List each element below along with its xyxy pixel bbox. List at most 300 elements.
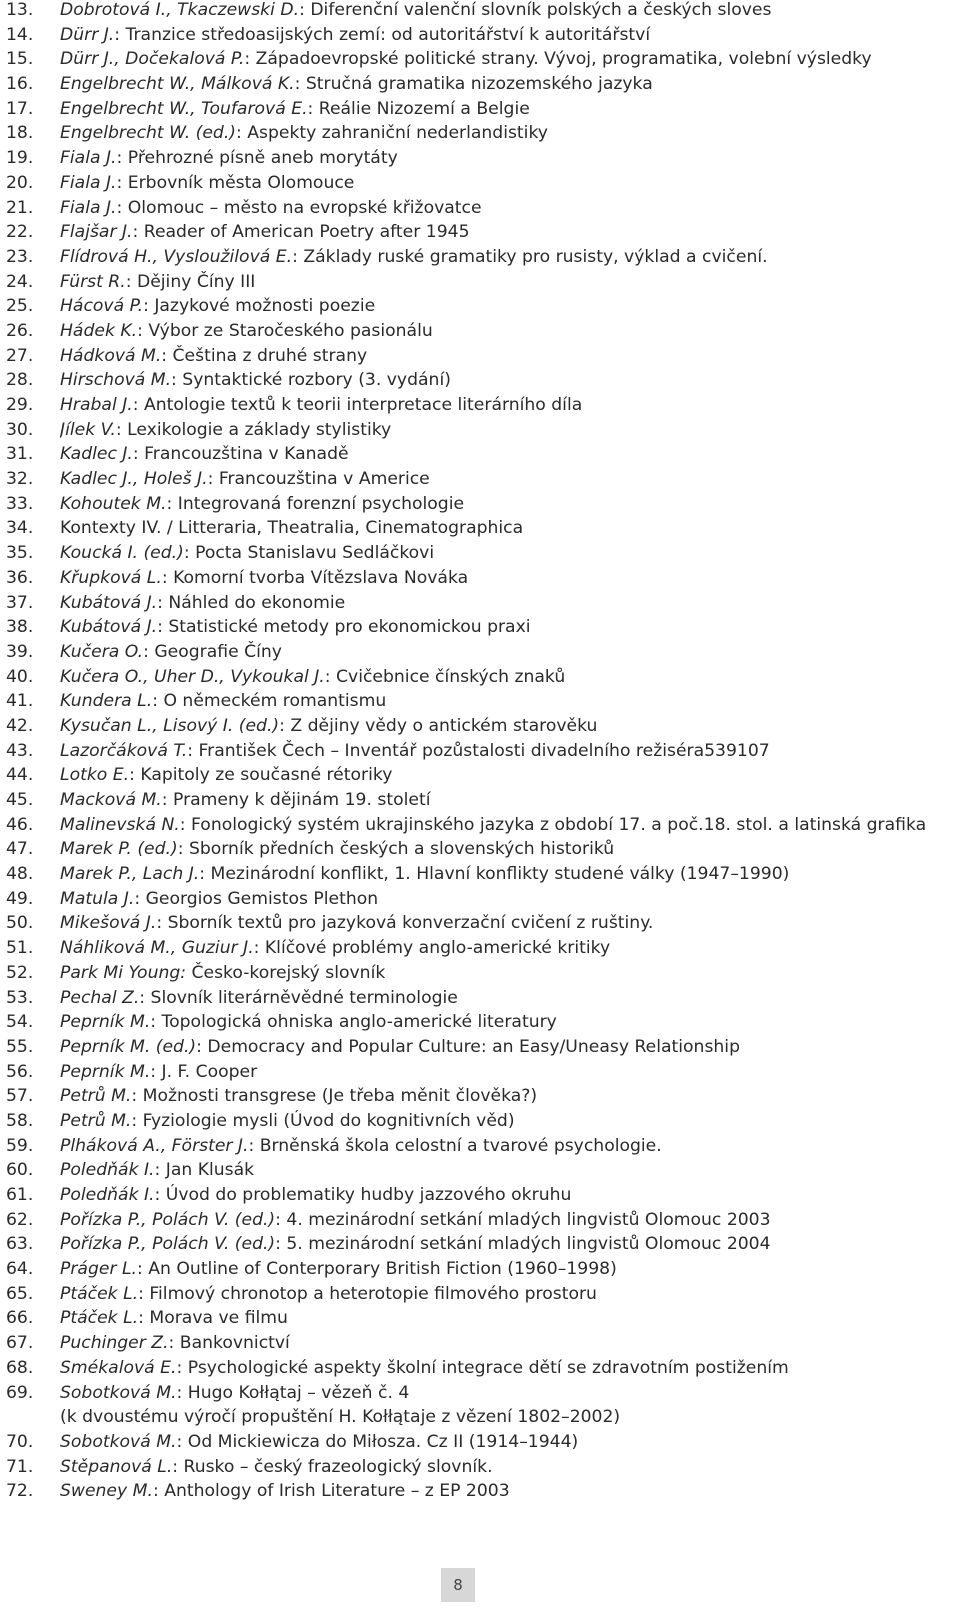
item-title: : Diferenční valenční slovník polských a českých sloves — [299, 0, 772, 20]
item-author: Poledňák I. — [60, 1160, 155, 1181]
list-item — [0, 788, 960, 813]
item-title: : Reader of American Poetry after 1945 — [132, 222, 470, 243]
item-text — [60, 591, 960, 616]
item-author: Marek P. (ed.) — [60, 839, 178, 860]
item-number: 64. — [6, 1259, 34, 1280]
item-author: Petrů M. — [60, 1110, 132, 1131]
item-title: : Fyziologie mysli (Úvod do kognitivních věd) — [131, 1110, 515, 1131]
item-text — [60, 1084, 960, 1109]
list-item — [0, 1208, 960, 1233]
item-title: : Hugo Kołłątaj – vězeň č. 4 — [176, 1382, 410, 1403]
list-item — [0, 294, 960, 319]
list-item — [0, 566, 960, 591]
item-text — [60, 788, 960, 813]
item-author: Dobrotová I., Tkaczewski D. — [60, 0, 300, 20]
item-number: 16. — [6, 74, 34, 95]
list-item — [0, 467, 960, 492]
item-author: Peprník M. — [60, 1012, 151, 1033]
item-title: : Od Mickiewicza do Miłosza. Cz II (1914–1944) — [176, 1431, 579, 1452]
item-text — [60, 47, 960, 72]
item-text — [60, 368, 960, 393]
item-number: 46. — [6, 814, 34, 835]
item-text — [60, 492, 960, 517]
list-item — [0, 146, 960, 171]
item-text — [60, 1479, 960, 1504]
list-item — [0, 1455, 960, 1480]
item-author: Lazorčáková T. — [60, 740, 188, 761]
item-title: : Základy ruské gramatiky pro rusisty, výklad a cvičení. — [292, 246, 768, 267]
item-author: Koucká I. (ed.) — [60, 543, 184, 564]
item-author: Hádek K. — [60, 320, 138, 341]
item-continuation: (k dvoustému výročí propuštění H. Kołłątaje z vězení 1802–2002) — [60, 1407, 621, 1428]
item-author: Náhliková M., Guziur J. — [60, 938, 254, 959]
list-item — [0, 368, 960, 393]
item-text — [60, 442, 960, 467]
item-text — [60, 837, 960, 862]
item-text — [60, 1331, 960, 1356]
item-number: 48. — [6, 864, 34, 885]
list-item — [0, 689, 960, 714]
list-item — [0, 121, 960, 146]
item-number: 31. — [6, 444, 34, 465]
list-item — [0, 1282, 960, 1307]
item-author: Dürr J. — [60, 24, 115, 45]
item-number: 30. — [6, 419, 34, 440]
item-text — [60, 1060, 960, 1085]
item-text — [60, 714, 960, 739]
list-item — [0, 1381, 960, 1430]
item-text — [60, 418, 960, 443]
list-item — [0, 23, 960, 48]
item-text — [60, 1455, 960, 1480]
item-text — [60, 1257, 960, 1282]
item-title: : Francouzština v Americe — [207, 469, 430, 490]
item-text — [60, 1208, 960, 1233]
item-number: 21. — [6, 197, 34, 218]
item-text — [60, 1109, 960, 1134]
item-title: : Anthology of Irish Literature – z EP 2003 — [152, 1481, 510, 1502]
item-title: : Psychologické aspekty školní integrace dětí se zdravotním postižením — [176, 1357, 789, 1378]
list-item — [0, 1257, 960, 1282]
item-title: : Náhled do ekonomie — [157, 592, 346, 613]
item-text — [60, 270, 960, 295]
item-text — [60, 1381, 960, 1430]
item-number: 41. — [6, 691, 34, 712]
list-item — [0, 1134, 960, 1159]
item-number: 22. — [6, 222, 34, 243]
item-author: Fiala J. — [60, 148, 117, 169]
list-item — [0, 72, 960, 97]
item-author: Sweney M. — [60, 1481, 153, 1502]
item-title: : Komorní tvorba Vítězslava Nováka — [161, 567, 469, 588]
item-author: Peprník M. — [60, 1061, 151, 1082]
item-number: 39. — [6, 641, 34, 662]
item-number: 19. — [6, 148, 34, 169]
item-number: 42. — [6, 715, 34, 736]
item-number: 66. — [6, 1308, 34, 1329]
item-number: 45. — [6, 790, 34, 810]
item-title: : Aspekty zahraniční nederlandistiky — [236, 123, 548, 144]
item-title: : Slovník literárněvědné terminologie — [139, 987, 458, 1008]
list-item — [0, 665, 960, 690]
list-item — [0, 1035, 960, 1060]
item-title: : Mezinárodní konflikt, 1. Hlavní konflikty studené války (1947–1990) — [199, 864, 790, 885]
item-author: Petrů M. — [60, 1086, 132, 1107]
item-title: : Cvičebnice čínských znaků — [324, 666, 566, 687]
page-number: 8 — [441, 1568, 475, 1602]
item-author: Ptáček L. — [60, 1283, 139, 1304]
item-title: : Pocta Stanislavu Sedláčkovi — [183, 543, 435, 564]
item-number: 36. — [6, 567, 34, 588]
list-item — [0, 1479, 960, 1504]
item-number: 25. — [6, 296, 34, 317]
list-item — [0, 837, 960, 862]
list-item — [0, 541, 960, 566]
item-title: : Integrovaná forenzní psychologie — [166, 493, 465, 514]
item-title: : J. F. Cooper — [150, 1061, 258, 1082]
item-number: 51. — [6, 938, 34, 959]
list-item — [0, 344, 960, 369]
item-text — [60, 813, 960, 838]
item-text — [60, 0, 960, 23]
item-number: 71. — [6, 1456, 34, 1477]
list-item — [0, 911, 960, 936]
list-item — [0, 936, 960, 961]
item-number: 35. — [6, 543, 34, 564]
list-item — [0, 47, 960, 72]
item-author: Kysučan L., Lisový I. (ed.) — [60, 715, 280, 736]
item-author: Fiala J. — [60, 172, 117, 193]
item-author: Matula J. — [60, 888, 135, 909]
item-number: 38. — [6, 617, 34, 638]
item-title: : Přehrozné písně aneb morytáty — [116, 148, 398, 169]
item-author: Kadlec J., Holeš J. — [60, 469, 208, 490]
item-author: Malinevská N. — [60, 814, 180, 835]
item-text — [60, 689, 960, 714]
item-author: Park Mi Young: — [60, 962, 187, 983]
item-text — [60, 344, 960, 369]
item-title: : 4. mezinárodní setkání mladých lingvistů Olomouc 2003 — [275, 1209, 771, 1230]
list-item — [0, 418, 960, 443]
list-item — [0, 640, 960, 665]
item-text — [60, 245, 960, 270]
item-title: : Sborník předních českých a slovenských historiků — [177, 839, 615, 860]
item-number: 13. — [6, 0, 34, 20]
item-title: : Syntaktické rozbory (3. vydání) — [171, 370, 451, 391]
item-author: Stěpanová L. — [60, 1456, 173, 1477]
item-text — [60, 467, 960, 492]
item-title: : Topologická ohniska anglo-americké literatury — [150, 1012, 557, 1033]
item-number: 24. — [6, 271, 34, 292]
item-text — [60, 393, 960, 418]
item-text — [60, 640, 960, 665]
item-text — [60, 23, 960, 48]
list-item — [0, 1010, 960, 1035]
list-item — [0, 714, 960, 739]
item-title: : Erbovník města Olomouce — [116, 172, 355, 193]
list-item — [0, 196, 960, 221]
item-author: Kohoutek M. — [60, 493, 167, 514]
item-number: 53. — [6, 987, 34, 1008]
list-item — [0, 739, 960, 764]
item-title: : Výbor ze Staročeského pasionálu — [137, 320, 433, 341]
item-text — [60, 1356, 960, 1381]
list-item — [0, 1430, 960, 1455]
item-text — [60, 1282, 960, 1307]
item-number: 18. — [6, 123, 34, 144]
item-number: 28. — [6, 370, 34, 391]
item-number: 29. — [6, 395, 34, 415]
item-title: : Antologie textů k teorii interpretace literárního díla — [132, 395, 583, 415]
item-title: : Tranzice středoasijských zemí: od autoritářství k autoritářství — [114, 24, 651, 45]
item-text — [60, 1183, 960, 1208]
item-title: : Dějiny Číny III — [125, 271, 256, 292]
item-number: 60. — [6, 1160, 34, 1181]
item-title: : Čeština z druhé strany — [161, 345, 368, 366]
item-text — [60, 1232, 960, 1257]
item-text — [60, 1430, 960, 1455]
item-author: Ptáček L. — [60, 1308, 139, 1329]
item-author: Marek P., Lach J. — [60, 864, 200, 885]
item-text — [60, 294, 960, 319]
item-text — [60, 146, 960, 171]
item-author: Plháková A., Förster J. — [60, 1135, 249, 1156]
item-number: 63. — [6, 1234, 34, 1255]
item-title: : Morava ve filmu — [138, 1308, 288, 1329]
item-title: : Olomouc – město na evropské křižovatce — [116, 197, 482, 218]
item-number: 33. — [6, 493, 34, 514]
item-author: Hádková M. — [60, 345, 162, 366]
item-text — [60, 615, 960, 640]
list-item — [0, 442, 960, 467]
list-item — [0, 245, 960, 270]
item-text — [60, 739, 960, 764]
item-number: 67. — [6, 1333, 34, 1354]
list-item — [0, 1109, 960, 1134]
item-title: : Jazykové možnosti poezie — [143, 296, 376, 317]
item-title: : Bankovnictví — [168, 1333, 290, 1354]
item-title: : An Outline of Conterporary British Fiction (1960–1998) — [137, 1259, 617, 1280]
item-title: : O německém romantismu — [152, 691, 387, 712]
list-item — [0, 1060, 960, 1085]
item-title: Kontexty IV. / Litteraria, Theatralia, Cinematographica — [60, 518, 524, 539]
item-author: Pořízka P., Polách V. (ed.) — [60, 1209, 276, 1230]
item-number: 32. — [6, 469, 34, 490]
item-author: Engelbrecht W. (ed.) — [60, 123, 236, 144]
item-title: : Statistické metody pro ekonomickou praxi — [157, 617, 531, 638]
item-number: 40. — [6, 666, 34, 687]
item-author: Fürst R. — [60, 271, 126, 292]
list-item — [0, 171, 960, 196]
item-text — [60, 72, 960, 97]
item-author: Sobotková M. — [60, 1431, 177, 1452]
item-author: Macková M. — [60, 790, 162, 810]
item-number: 34. — [6, 518, 34, 539]
item-author: Kučera O. — [60, 641, 144, 662]
item-text — [60, 1306, 960, 1331]
item-title: : Kapitoly ze současné rétoriky — [129, 765, 393, 786]
list-item — [0, 1084, 960, 1109]
item-text — [60, 220, 960, 245]
item-number: 59. — [6, 1135, 34, 1156]
item-title: : Lexikologie a základy stylistiky — [115, 419, 392, 440]
item-number: 47. — [6, 839, 34, 860]
item-title: : Democracy and Popular Culture: an Easy/Uneasy Relationship — [196, 1036, 740, 1057]
item-author: Flídrová H., Vysloužilová E. — [60, 246, 293, 267]
item-text — [60, 936, 960, 961]
item-text — [60, 516, 960, 541]
item-author: Sobotková M. — [60, 1382, 177, 1403]
item-text — [60, 97, 960, 122]
list-item — [0, 1306, 960, 1331]
item-number: 62. — [6, 1209, 34, 1230]
item-author: Hácová P. — [60, 296, 144, 317]
item-text — [60, 763, 960, 788]
item-author: Engelbrecht W., Toufarová E. — [60, 98, 308, 119]
list-item — [0, 862, 960, 887]
item-author: Puchinger Z. — [60, 1333, 169, 1354]
item-number: 65. — [6, 1283, 34, 1304]
item-title: : Západoevropské politické strany. Vývoj, programatika, volební výsledky — [244, 49, 872, 70]
item-number: 69. — [6, 1382, 34, 1403]
list-item — [0, 220, 960, 245]
item-author: Hrabal J. — [60, 395, 133, 415]
item-title: : Sborník textů pro jazyková konverzační cvičení z ruštiny. — [156, 913, 654, 934]
item-text — [60, 566, 960, 591]
item-title: : Možnosti transgrese (Je třeba měnit člověka?) — [131, 1086, 538, 1107]
item-author: Kadlec J. — [60, 444, 133, 465]
list-item — [0, 1158, 960, 1183]
item-title: : Prameny k dějinám 19. století — [161, 790, 431, 810]
item-number: 70. — [6, 1431, 34, 1452]
item-author: Pechal Z. — [60, 987, 140, 1008]
list-item — [0, 0, 960, 23]
item-number: 61. — [6, 1185, 34, 1205]
item-author: Práger L. — [60, 1259, 138, 1280]
item-title: : Z dějiny vědy o antickém starověku — [279, 715, 598, 736]
item-title: : František Čech – Inventář pozůstalosti divadelního režiséra539107 — [187, 740, 770, 761]
item-author: Kubátová J. — [60, 592, 158, 613]
item-text — [60, 541, 960, 566]
item-author: Jílek V. — [60, 419, 116, 440]
list-item — [0, 492, 960, 517]
list-item — [0, 97, 960, 122]
item-author: Fiala J. — [60, 197, 117, 218]
item-text — [60, 121, 960, 146]
item-text — [60, 1158, 960, 1183]
item-author: Dürr J., Dočekalová P. — [60, 49, 245, 70]
item-text — [60, 665, 960, 690]
list-item — [0, 393, 960, 418]
item-author: Kučera O., Uher D., Vykoukal J. — [60, 666, 325, 687]
list-item — [0, 986, 960, 1011]
list-item — [0, 591, 960, 616]
item-number: 20. — [6, 172, 34, 193]
list-item — [0, 1356, 960, 1381]
list-item — [0, 887, 960, 912]
item-number: 57. — [6, 1086, 34, 1107]
item-number: 43. — [6, 740, 34, 761]
item-author: Kubátová J. — [60, 617, 158, 638]
item-text — [60, 986, 960, 1011]
item-author: Poledňák I. — [60, 1185, 155, 1205]
list-item — [0, 1183, 960, 1208]
item-title: : Klíčové problémy anglo-americké kritiky — [253, 938, 611, 959]
list-item — [0, 319, 960, 344]
item-text — [60, 961, 960, 986]
item-number: 68. — [6, 1357, 34, 1378]
item-author: Peprník M. (ed.) — [60, 1036, 197, 1057]
item-author: Engelbrecht W., Málková K. — [60, 74, 295, 95]
item-text — [60, 319, 960, 344]
item-number: 49. — [6, 888, 34, 909]
item-number: 44. — [6, 765, 34, 786]
item-author: Kundera L. — [60, 691, 153, 712]
item-author: Mikešová J. — [60, 913, 157, 934]
item-number: 58. — [6, 1110, 34, 1131]
item-title: : Jan Klusák — [154, 1160, 255, 1181]
item-number: 15. — [6, 49, 34, 70]
item-author: Lotko E. — [60, 765, 130, 786]
item-title: : Geografie Číny — [143, 641, 282, 662]
item-title: : Francouzština v Kanadě — [132, 444, 349, 465]
item-number: 52. — [6, 962, 34, 983]
item-text — [60, 862, 960, 887]
item-number: 14. — [6, 24, 34, 45]
item-title: : Filmový chronotop a heterotopie filmového prostoru — [138, 1283, 597, 1304]
item-author: Pořízka P., Polách V. (ed.) — [60, 1234, 276, 1255]
item-title: : Fonologický systém ukrajinského jazyka z období 17. a poč.18. stol. a latinská grafika — [179, 814, 927, 835]
item-number: 56. — [6, 1061, 34, 1082]
list-item — [0, 763, 960, 788]
item-author: Křupková L. — [60, 567, 162, 588]
item-author: Smékalová E. — [60, 1357, 177, 1378]
list-item — [0, 516, 960, 541]
item-author: Hirschová M. — [60, 370, 172, 391]
item-number: 54. — [6, 1012, 34, 1033]
item-title: : Brněnská škola celostní a tvarové psychologie. — [248, 1135, 662, 1156]
list-item — [0, 615, 960, 640]
item-title: Česko-korejský slovník — [186, 962, 386, 983]
item-text — [60, 1010, 960, 1035]
item-title: : Georgios Gemistos Plethon — [134, 888, 379, 909]
item-title: : 5. mezinárodní setkání mladých lingvistů Olomouc 2004 — [275, 1234, 771, 1255]
item-number: 55. — [6, 1036, 34, 1057]
item-title: : Rusko – český frazeologický slovník. — [172, 1456, 493, 1477]
item-number: 27. — [6, 345, 34, 366]
item-text — [60, 196, 960, 221]
list-item — [0, 1232, 960, 1257]
item-title: : Stručná gramatika nizozemského jazyka — [294, 74, 653, 95]
item-text — [60, 911, 960, 936]
item-title: : Úvod do problematiky hudby jazzového okruhu — [154, 1185, 572, 1205]
item-number: 26. — [6, 320, 34, 341]
item-number: 37. — [6, 592, 34, 613]
item-text — [60, 171, 960, 196]
item-text — [60, 1035, 960, 1060]
list-item — [0, 1331, 960, 1356]
item-text — [60, 887, 960, 912]
item-number: 23. — [6, 246, 34, 267]
list-item — [0, 961, 960, 986]
item-text — [60, 1134, 960, 1159]
item-title: : Reálie Nizozemí a Belgie — [307, 98, 530, 119]
item-author: Flajšar J. — [60, 222, 133, 243]
item-number: 50. — [6, 913, 34, 934]
list-item — [0, 270, 960, 295]
item-number: 17. — [6, 98, 34, 119]
item-number: 72. — [6, 1481, 34, 1502]
